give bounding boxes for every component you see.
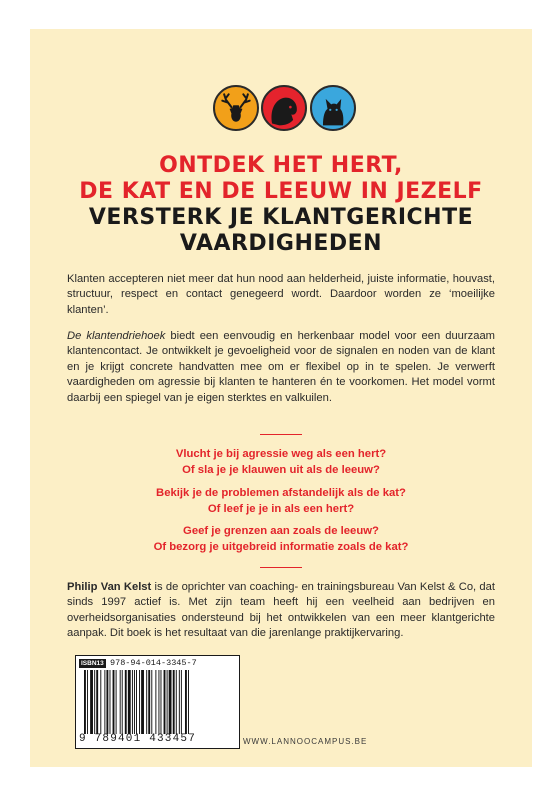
back-cover <box>30 29 532 767</box>
lion-icon <box>261 85 307 131</box>
headline-line-3: VERSTERK JE KLANTGERICHTE <box>88 205 474 230</box>
headline-line-1: ONTDEK HET HERT, <box>159 153 403 178</box>
barcode <box>75 655 240 749</box>
deer-icon <box>213 85 259 131</box>
question-block-3 <box>30 524 532 555</box>
question-1a: Vlucht je bij agressie weg als een hert? <box>175 448 387 460</box>
question-1b: Of sla je je klauwen uit als de leeuw? <box>182 463 380 476</box>
question-2a: Bekijk je de problemen afstandelijk als de kat? <box>156 487 406 499</box>
isbn-number: 978-94-014-3345-7 <box>110 658 197 668</box>
question-block-1 <box>30 447 532 478</box>
headline-line-2: DE KAT EN DE LEEUW IN JEZELF <box>79 179 483 204</box>
model-text: biedt een eenvoudig en herkenbaar model voor een duurzaam klantencontact. Je ontwikkelt je gevoeligheid voor de signalen en noden van de klant en je krijgt concrete handvatten mee om er flexibel op in te spelen. Je verwerft vaardigheden om agressie bij klanten te hanteren én te voorkomen. Het model vormt daarbij een spiegel van je eigen sterktes en valkuilen. <box>67 330 495 404</box>
publisher-website[interactable]: WWW.LANNOOCAMPUS.BE <box>243 737 368 746</box>
headline-line-4: VAARDIGHEDEN <box>179 231 383 256</box>
question-3b: Of bezorg je uitgebreid informatie zoals de kat? <box>153 540 409 553</box>
author-bio-text: is de oprichter van coaching- en trainingsbureau Van Kelst & Co, dat sinds 1997 actief is. Met zijn team heeft hij een veelheid aan bedrijven en overheidsorganisaties ondersteund bij het ontwikkelen van een meer klantgerichte aanpak. Dit boek is het resultaat van die jarenlange praktijkervaring. <box>67 581 495 640</box>
cat-icon <box>310 85 356 131</box>
divider-top <box>260 434 302 435</box>
question-2b: Of leef je je in als een hert? <box>207 502 355 515</box>
intro-text: Klanten accepteren niet meer dat hun nood aan helderheid, juiste informatie, houvast, structuur, respect en contact genegeerd wordt. Daardoor worden ze ‘moeilijke klanten’. <box>67 273 495 316</box>
isbn-label: ISBN13 <box>81 660 104 667</box>
animal-icons <box>30 85 532 135</box>
divider-bottom <box>260 567 302 568</box>
intro-paragraph <box>67 272 495 318</box>
ean-number: 9 789401 433457 <box>79 733 197 745</box>
question-3a: Geef je grenzen aan zoals de leeuw? <box>183 525 379 537</box>
model-paragraph <box>67 329 495 406</box>
author-name: Philip Van Kelst <box>67 581 152 593</box>
question-block-2 <box>30 486 532 517</box>
author-bio <box>67 580 495 642</box>
model-title: De klantendriehoek <box>67 330 166 342</box>
barcode-bars <box>84 670 234 734</box>
